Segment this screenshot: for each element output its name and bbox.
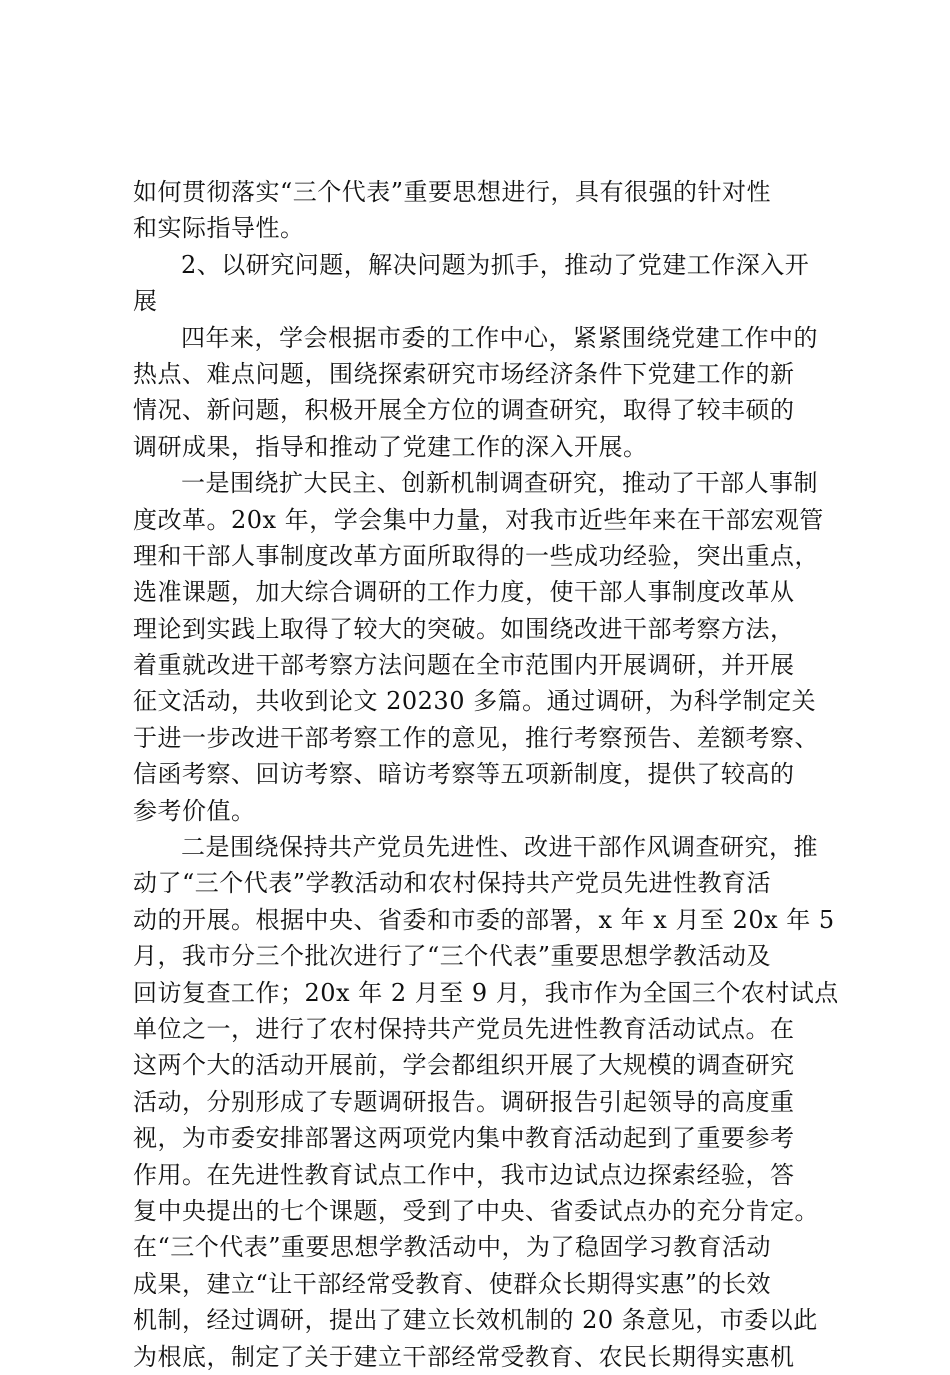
document-body (133, 174, 853, 1375)
text-line: 展 (133, 287, 158, 316)
text-line: 复中央提出的七个课题，受到了中央、省委试点办的充分肯定。 (133, 1196, 819, 1225)
text-line: 动了“三个代表”学教活动和农村保持共产党员先进性教育活 (133, 869, 772, 898)
text-line: 如何贯彻落实“三个代表”重要思想进行，具有很强的针对性 (133, 178, 772, 206)
text-line: 于进一步改进干部考察工作的意见，推行考察预告、差额考察、 (133, 723, 819, 752)
text-line: 信函考察、回访考察、暗访考察等五项新制度，提供了较高的 (133, 760, 795, 789)
text-line: 活动，分别形成了专题调研报告。调研报告引起领导的高度重 (133, 1087, 795, 1116)
text-line: 动的开展。根据中央、省委和市委的部署，x 年 x 月至 20x 年 5 (133, 905, 835, 934)
text-line: 月，我市分三个批次进行了“三个代表”重要思想学教活动及 (133, 942, 772, 971)
text-line: 视，为市委安排部署这两项党内集中教育活动起到了重要参考 (133, 1124, 795, 1153)
text-line: 理和干部人事制度改革方面所取得的一些成功经验，突出重点， (133, 541, 819, 570)
paragraph-first-line: 2、以研究问题，解决问题为抓手，推动了党建工作深入开 (181, 250, 810, 279)
text-line: 着重就改进干部考察方法问题在全市范围内开展调研，并开展 (133, 651, 795, 680)
text-line: 在“三个代表”重要思想学教活动中，为了稳固学习教育活动 (133, 1233, 772, 1262)
paragraph-first-line: 四年来，学会根据市委的工作中心，紧紧围绕党建工作中的 (181, 323, 818, 352)
paragraph-first-line: 一是围绕扩大民主、创新机制调查研究，推动了干部人事制 (181, 469, 818, 498)
text-line: 回访复查工作；20x 年 2 月至 9 月，我市作为全国三个农村试点 (133, 978, 839, 1007)
text-line: 热点、难点问题，围绕探索研究市场经济条件下党建工作的新 (133, 359, 795, 388)
text-line: 和实际指导性。 (133, 214, 305, 243)
text-line: 作用。在先进性教育试点工作中，我市边试点边探索经验，答 (133, 1160, 795, 1189)
text-line: 调研成果，指导和推动了党建工作的深入开展。 (133, 432, 648, 461)
paragraph-first-line: 二是围绕保持共产党员先进性、改进干部作风调查研究，推 (181, 833, 818, 862)
text-line: 为根底，制定了关于建立干部经常受教育、农民长期得实惠机 (133, 1342, 795, 1371)
text-line: 选准课题，加大综合调研的工作力度，使干部人事制度改革从 (133, 578, 795, 607)
text-line: 成果，建立“让干部经常受教育、使群众长期得实惠”的长效 (133, 1269, 772, 1298)
text-line: 参考价值。 (133, 796, 256, 825)
text-line: 度改革。20x 年，学会集中力量，对我市近些年来在干部宏观管 (133, 505, 824, 534)
text-line: 单位之一，进行了农村保持共产党员先进性教育活动试点。在 (133, 1014, 795, 1043)
text-line: 征文活动，共收到论文 20230 多篇。通过调研，为科学制定关 (133, 687, 817, 716)
text-line: 这两个大的活动开展前，学会都组织开展了大规模的调查研究 (133, 1051, 795, 1080)
text-line: 机制，经过调研，提出了建立长效机制的 20 条意见，市委以此 (133, 1306, 818, 1335)
text-line: 情况、新问题，积极开展全方位的调查研究，取得了较丰硕的 (133, 396, 795, 425)
text-line: 理论到实践上取得了较大的突破。如围绕改进干部考察方法， (133, 614, 795, 643)
